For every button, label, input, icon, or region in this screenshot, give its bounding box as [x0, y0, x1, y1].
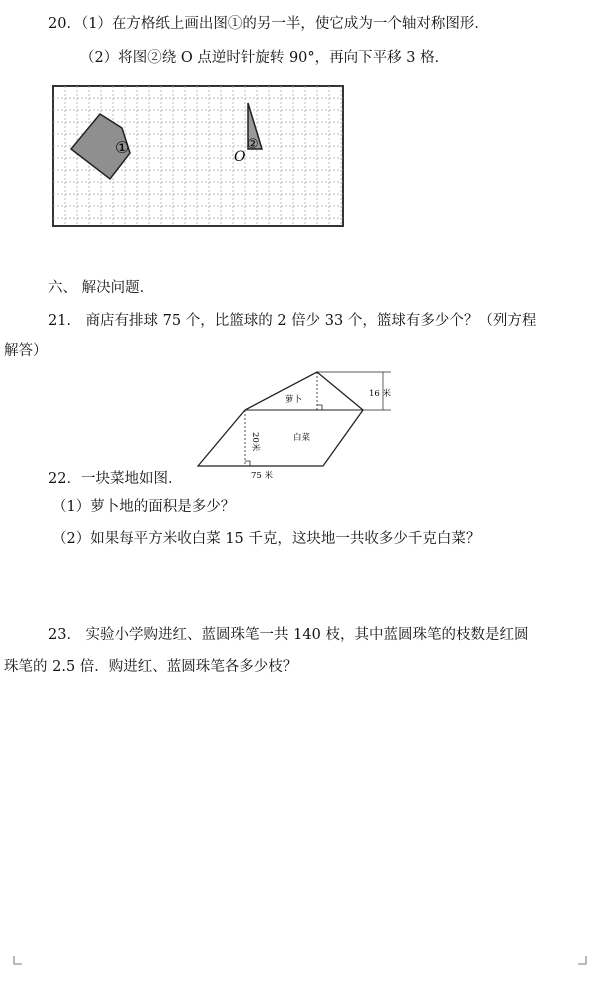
grid-figure — [52, 85, 344, 227]
dim-mid-label: 20米 — [250, 432, 260, 452]
q21-line2: 解答） — [4, 343, 48, 359]
figure-2-label: ② — [247, 137, 259, 152]
corner-mark-bottom-left — [8, 956, 22, 970]
q20-line2: （2）将图②绕 O 点逆时针旋转 90°，再向下平移 3 格． — [80, 50, 450, 66]
q23-line1: 23． 实验小学购进红、蓝圆珠笔一共 140 枝，其中蓝圆珠笔的枝数是红圆 — [48, 627, 529, 643]
dim-base-label: 75 米 — [251, 471, 274, 481]
q21-line1: 21． 商店有排球 75 个，比篮球的 2 倍少 33 个，篮球有多少个？（列方程 — [48, 313, 537, 329]
section6-title: 六、 解决问题． — [48, 280, 155, 296]
vegetable-field-figure — [195, 366, 405, 486]
q22-part1: （1）萝卜地的面积是多少？ — [52, 499, 236, 515]
q23-line2: 珠笔的 2.5 倍．购进红、蓝圆珠笔各多少枝？ — [4, 659, 298, 675]
cabbage-label: 白菜 — [293, 433, 311, 443]
q22-intro: 22．一块菜地如图． — [48, 471, 183, 487]
q20-line1: 20．（1）在方格纸上画出图①的另一半，使它成为一个轴对称图形． — [48, 16, 489, 32]
point-o-label: O — [234, 149, 246, 165]
corner-mark-bottom-right — [578, 956, 592, 970]
radish-label: 萝卜 — [285, 395, 303, 405]
figure-1-label: ① — [115, 138, 130, 157]
q22-part2: （2）如果每平方米收白菜 15 千克，这块地一共收多少千克白菜？ — [52, 531, 481, 547]
dim-height-label: 16 米 — [369, 389, 392, 399]
